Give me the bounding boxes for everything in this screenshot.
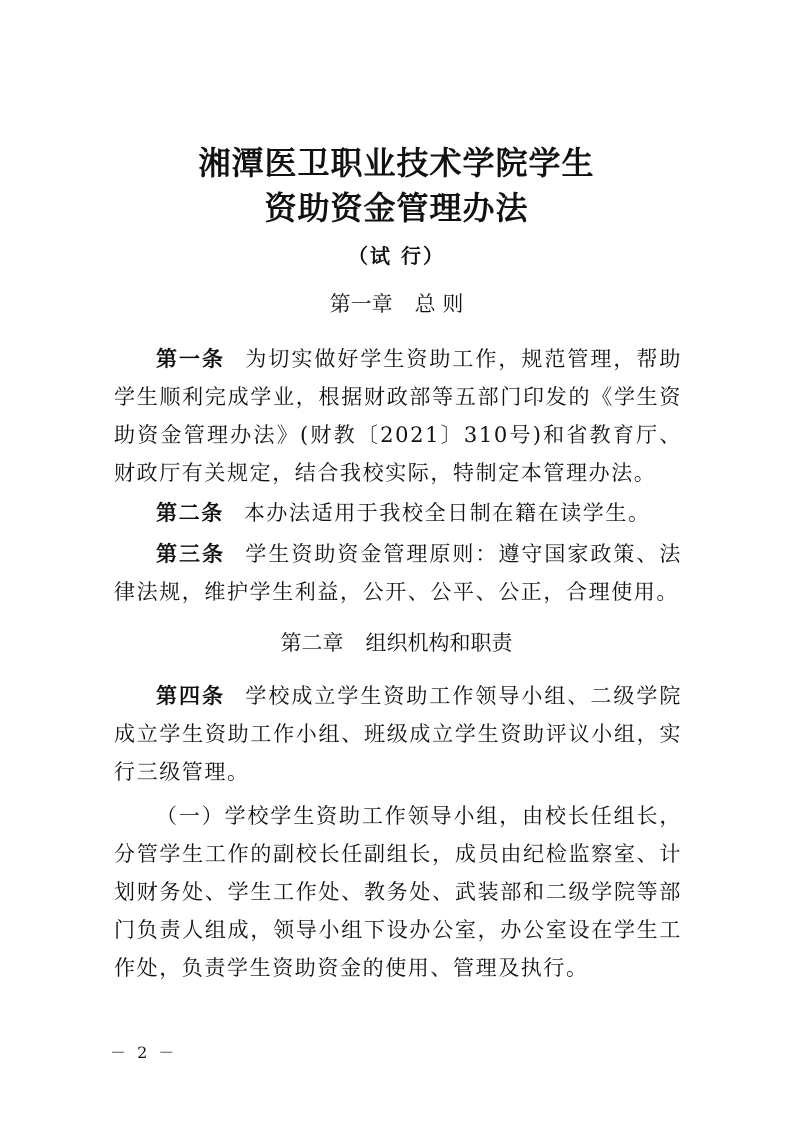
article-4-label: 第四条 [156,684,225,708]
article-3-label: 第三条 [156,542,225,566]
article-2-label: 第二条 [156,501,224,525]
article-1-label: 第一条 [156,347,225,371]
trial-note: （试 行） [348,244,445,268]
article-2 [114,494,682,532]
document-title-line1: 湘潭医卫职业技术学院学生 [198,144,595,182]
article-1 [114,340,682,492]
chapter-2-heading [0,627,793,657]
item-1-text: （一）学校学生资助工作领导小组，由校长任组长，分管学生工作的副校长任副组长，成员由纪检监察室、计划财务处、学生工作处、教务处、武装部和二级学院等部门负责人组成，领导小组下设办公室，办公室设在学生工作处，负责学生资助资金的使用、管理及执行。 [114,804,682,980]
article-4 [114,677,682,791]
document-title-line2: 资助资金管理办法 [264,189,529,227]
chapter-2-label: 第二章 [280,631,344,655]
article-2-text: 本办法适用于我校全日制在籍在读学生。 [243,501,651,525]
page-number: － 2 － [110,1043,178,1062]
article-4-text: 学校成立学生资助工作领导小组、二级学院成立学生资助工作小组、班级成立学生资助评议小组，实行三级管理。 [114,684,682,784]
chapter-1-heading [0,288,793,318]
chapter-1-name: 总 则 [414,292,464,316]
article-3 [114,535,682,611]
chapter-2-name: 组织机构和职责 [365,631,513,655]
article-1-text: 为切实做好学生资助工作，规范管理，帮助学生顺利完成学业，根据财政部等五部门印发的《学生资助资金管理办法》(财教〔2021〕310号)和省教育厅、财政厅有关规定，结合我校实际，特制定本管理办法。 [114,347,682,485]
article-3-text: 学生资助资金管理原则：遵守国家政策、法律法规，维护学生利益，公开、公平、公正，合理使用。 [114,542,682,604]
chapter-1-label: 第一章 [329,292,393,316]
article-4-item-1 [114,797,682,987]
